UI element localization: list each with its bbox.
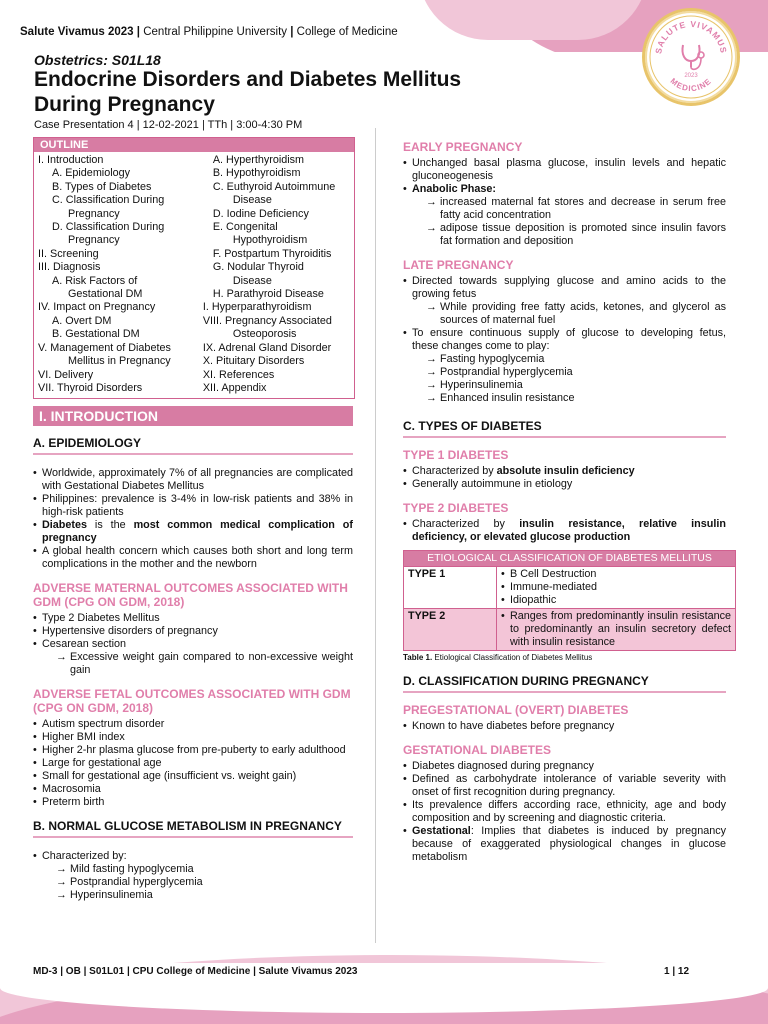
svg-text:SALUTE VIVAMUS: SALUTE VIVAMUS <box>653 18 729 55</box>
list-item: • Large for gestational age <box>33 757 353 770</box>
outline-item: V. Management of Diabetes <box>38 341 171 354</box>
svg-text:2023: 2023 <box>684 73 698 79</box>
outline-item: Disease <box>232 274 272 287</box>
outline-item: VIII. Pregnancy Associated <box>202 314 332 327</box>
outline-item: B. Hypothyroidism <box>212 167 301 180</box>
college-name: College of Medicine <box>296 26 398 38</box>
list-item: • Immune-mediated <box>501 581 731 594</box>
outline-item: A. Epidemiology <box>52 167 131 180</box>
list-item: • Worldwide, approximately 7% of all pregnancies are complicated with Gestational Diabetes Mellitus <box>33 467 353 493</box>
salute-vivamus-seal-logo <box>642 8 740 106</box>
sub-list-item: → Hyperinsulinemia <box>426 379 726 392</box>
list-item: • Characterized by insulin resistance, relative insulin deficiency, or elevated glucose production <box>403 518 726 544</box>
list-item: • Higher BMI index <box>33 731 353 744</box>
outline-item: Disease <box>232 194 272 207</box>
case-info: Case Presentation 4 | 12-02-2021 | TTh | 3:00-4:30 PM <box>34 119 303 131</box>
sub-list-item: → Postprandial hyperglycemia <box>56 876 353 889</box>
list-item: • Characterized by absolute insulin deficiency <box>403 465 726 478</box>
outline-item: I. Introduction <box>38 154 104 166</box>
list-item: • Higher 2-hr plasma glucose from pre-puberty to early adulthood <box>33 744 353 757</box>
list-item: • Small for gestational age (insufficient vs. weight gain) <box>33 770 353 783</box>
outline-item: B. Types of Diabetes <box>52 180 152 193</box>
outline-item: D. Iodine Deficiency <box>212 207 309 220</box>
heading-type2: TYPE 2 DIABETES <box>403 501 509 515</box>
type1-list <box>403 465 726 491</box>
outline-item: I. Hyperparathyroidism <box>202 301 312 314</box>
normal-metabolism-list <box>33 850 353 902</box>
list-item: • A global health concern which causes both short and long term complications in the mother and the newborn <box>33 545 353 571</box>
list-item: • Cesarean section → Excessive weight gain compared to non-excessive weight gain <box>33 638 353 677</box>
sub-list-item: → Postprandial hyperglycemia <box>426 366 726 379</box>
list-item: • Anabolic Phase: → increased maternal fat stores and decrease in serum free fatty acid concentration → adipose tissue deposition is promoted since insulin favors fat formation and deposition <box>403 183 726 248</box>
outline-item: D. Classification During <box>52 221 165 234</box>
outline-item: E. Congenital <box>212 221 278 234</box>
fetal-outcomes-list <box>33 718 353 809</box>
heading-late-pregnancy: LATE PREGNANCY <box>403 258 514 272</box>
sub-list-item: → Hyperinsulinemia <box>56 889 353 902</box>
list-item: • Ranges from predominantly insulin resistance to predominantly an insulin secretory defect with insulin resistance <box>501 610 731 649</box>
right-column <box>403 140 731 864</box>
pregestational-list <box>403 720 726 733</box>
outline-item: IV. Impact on Pregnancy <box>38 301 156 314</box>
heading-normal-glucose-metabolism: B. NORMAL GLUCOSE METABOLISM IN PREGNANCY <box>33 819 353 838</box>
etiological-classification-table <box>403 550 736 651</box>
outline-item: A. Risk Factors of <box>52 274 138 287</box>
type2-list <box>403 518 726 544</box>
list-item: • Characterized by: → Mild fasting hypoglycemia → Postprandial hyperglycemia → Hyperinsulinemia <box>33 850 353 902</box>
outline-item: Osteoporosis <box>232 328 297 341</box>
outline-item: H. Parathyroid Disease <box>212 288 324 301</box>
heading-type1: TYPE 1 DIABETES <box>403 448 509 462</box>
heading-maternal-outcomes: ADVERSE MATERNAL OUTCOMES ASSOCIATED WITH GDM (CPG ON GDM, 2018) <box>33 581 348 610</box>
list-item: • Philippines: prevalence is 3-4% in low-risk patients and 38% in high-risk patients <box>33 493 353 519</box>
outline-column-1 <box>38 154 203 395</box>
list-item: • To ensure continuous supply of glucose to developing fetus, these changes come to play: → Fasting hypoglycemia → Postprandial hyperglycemia → Hyperinsulinemia → Enhanced insulin resistance <box>403 327 726 405</box>
outline-item: IX. Adrenal Gland Disorder <box>202 341 332 354</box>
list-item: • Gestational: Implies that diabetes is induced by pregnancy because of exaggerated physiological changes in glucose metabolism <box>403 825 726 864</box>
sub-list-item: → While providing free fatty acids, ketones, and glycerol as sources of maternal fuel <box>426 301 726 327</box>
list-item: • Directed towards supplying glucose and amino acids to the growing fetus → While providing free fatty acids, ketones, and glycerol as sources of maternal fuel <box>403 275 726 327</box>
list-item: • Idiopathic <box>501 594 731 607</box>
heading-classification-during-pregnancy: D. CLASSIFICATION DURING PREGNANCY <box>403 674 726 693</box>
outline-item: III. Diagnosis <box>38 261 101 274</box>
outline-item: C. Classification During <box>52 194 165 207</box>
outline-item: Pregnancy <box>68 234 120 247</box>
table-cell: TYPE 2 <box>404 609 497 651</box>
outline-column-2 <box>203 154 350 395</box>
table-caption: Table 1. Etiological Classification of Diabetes Mellitus <box>403 653 593 662</box>
left-column <box>33 137 353 902</box>
outline-body <box>34 152 354 398</box>
course-topic: Obstetrics: S01L18 <box>34 52 161 68</box>
list-item: • Its prevalence differs according race, ethnicity, age and body composition and by screening and diagnostic criteria. <box>403 799 726 825</box>
heading-gestational: GESTATIONAL DIABETES <box>403 743 552 757</box>
epidemiology-list <box>33 467 353 571</box>
column-divider <box>375 128 376 943</box>
header-line: Salute Vivamus 2023 | Central Philippine University | College of Medicine <box>20 26 398 38</box>
sub-list-item: → Mild fasting hypoglycemia <box>56 863 353 876</box>
outline-item: A. Overt DM <box>52 314 112 327</box>
list-item: • Known to have diabetes before pregnancy <box>403 720 726 733</box>
heading-pregestational: PREGESTATIONAL (OVERT) DIABETES <box>403 703 629 717</box>
svg-text:MEDICINE: MEDICINE <box>668 76 714 94</box>
table-heading: ETIOLOGICAL CLASSIFICATION OF DIABETES MELLITUS <box>404 551 736 567</box>
outline-item: VII. Thyroid Disorders <box>38 381 143 394</box>
list-item: • Diabetes diagnosed during pregnancy <box>403 760 726 773</box>
list-item: • Preterm birth <box>33 796 353 809</box>
outline-item: Hypothyroidism <box>232 234 308 247</box>
outline-item: G. Nodular Thyroid <box>212 261 304 274</box>
footer-course-info: MD-3 | OB | S01L01 | CPU College of Medicine | Salute Vivamus 2023 <box>33 966 358 977</box>
heading-types-of-diabetes: C. TYPES OF DIABETES <box>403 419 726 438</box>
university-name: Central Philippine University <box>143 26 288 38</box>
outline-item: A. Hyperthyroidism <box>212 154 305 166</box>
outline-item: B. Gestational DM <box>52 328 140 341</box>
outline-item: XI. References <box>202 368 275 381</box>
early-pregnancy-list <box>403 157 726 248</box>
list-item: • Generally autoimmune in etiology <box>403 478 726 491</box>
heading-early-pregnancy: EARLY PREGNANCY <box>403 140 523 154</box>
late-pregnancy-list <box>403 275 726 405</box>
list-item: • Autism spectrum disorder <box>33 718 353 731</box>
list-item: • Diabetes is the most common medical complication of pregnancy <box>33 519 353 545</box>
heading-epidemiology: A. EPIDEMIOLOGY <box>33 436 353 455</box>
outline-item: Pregnancy <box>68 207 120 220</box>
list-item: • Defined as carbohydrate intolerance of variable severity with onset of first recognition during pregnancy. <box>403 773 726 799</box>
outline-item: XII. Appendix <box>202 381 267 394</box>
list-item: • Macrosomia <box>33 783 353 796</box>
heading-fetal-outcomes: ADVERSE FETAL OUTCOMES ASSOCIATED WITH GDM (CPG ON GDM, 2018) <box>33 687 351 716</box>
table-cell: TYPE 1 <box>404 567 497 609</box>
page-number: 1 | 12 <box>664 966 690 977</box>
outline-heading: OUTLINE <box>34 138 354 152</box>
sub-list-item: → increased maternal fat stores and decrease in serum free fatty acid concentration <box>426 196 726 222</box>
outline-item: Gestational DM <box>68 288 143 301</box>
outline-item: X. Pituitary Disorders <box>202 355 305 368</box>
table-cell <box>497 609 736 651</box>
outline-box <box>33 137 355 399</box>
gestational-list <box>403 760 726 864</box>
list-item: • B Cell Destruction <box>501 568 731 581</box>
table-row <box>404 567 736 609</box>
outline-item: VI. Delivery <box>38 368 94 381</box>
sub-list-item: → Excessive weight gain compared to non-excessive weight gain <box>56 651 353 677</box>
sub-list-item: → adipose tissue deposition is promoted since insulin favors fat formation and deposition <box>426 222 726 248</box>
sub-list-item: → Enhanced insulin resistance <box>426 392 726 405</box>
list-item: • Unchanged basal plasma glucose, insulin levels and hepatic gluconeogenesis <box>403 157 726 183</box>
maternal-outcomes-list <box>33 612 353 677</box>
table-row <box>404 609 736 651</box>
outline-item: F. Postpartum Thyroiditis <box>212 247 332 260</box>
list-item: • Hypertensive disorders of pregnancy <box>33 625 353 638</box>
section-banner-introduction: I. INTRODUCTION <box>33 406 353 426</box>
page-title: Endocrine Disorders and Diabetes Mellitus During Pregnancy <box>34 68 462 116</box>
outline-item: C. Euthyroid Autoimmune <box>212 180 336 193</box>
brand-name: Salute Vivamus 2023 <box>20 26 134 38</box>
outline-item: II. Screening <box>38 247 99 260</box>
list-item: • Type 2 Diabetes Mellitus <box>33 612 353 625</box>
outline-item: Mellitus in Pregnancy <box>68 355 171 368</box>
sub-list-item: → Fasting hypoglycemia <box>426 353 726 366</box>
table-cell <box>497 567 736 609</box>
